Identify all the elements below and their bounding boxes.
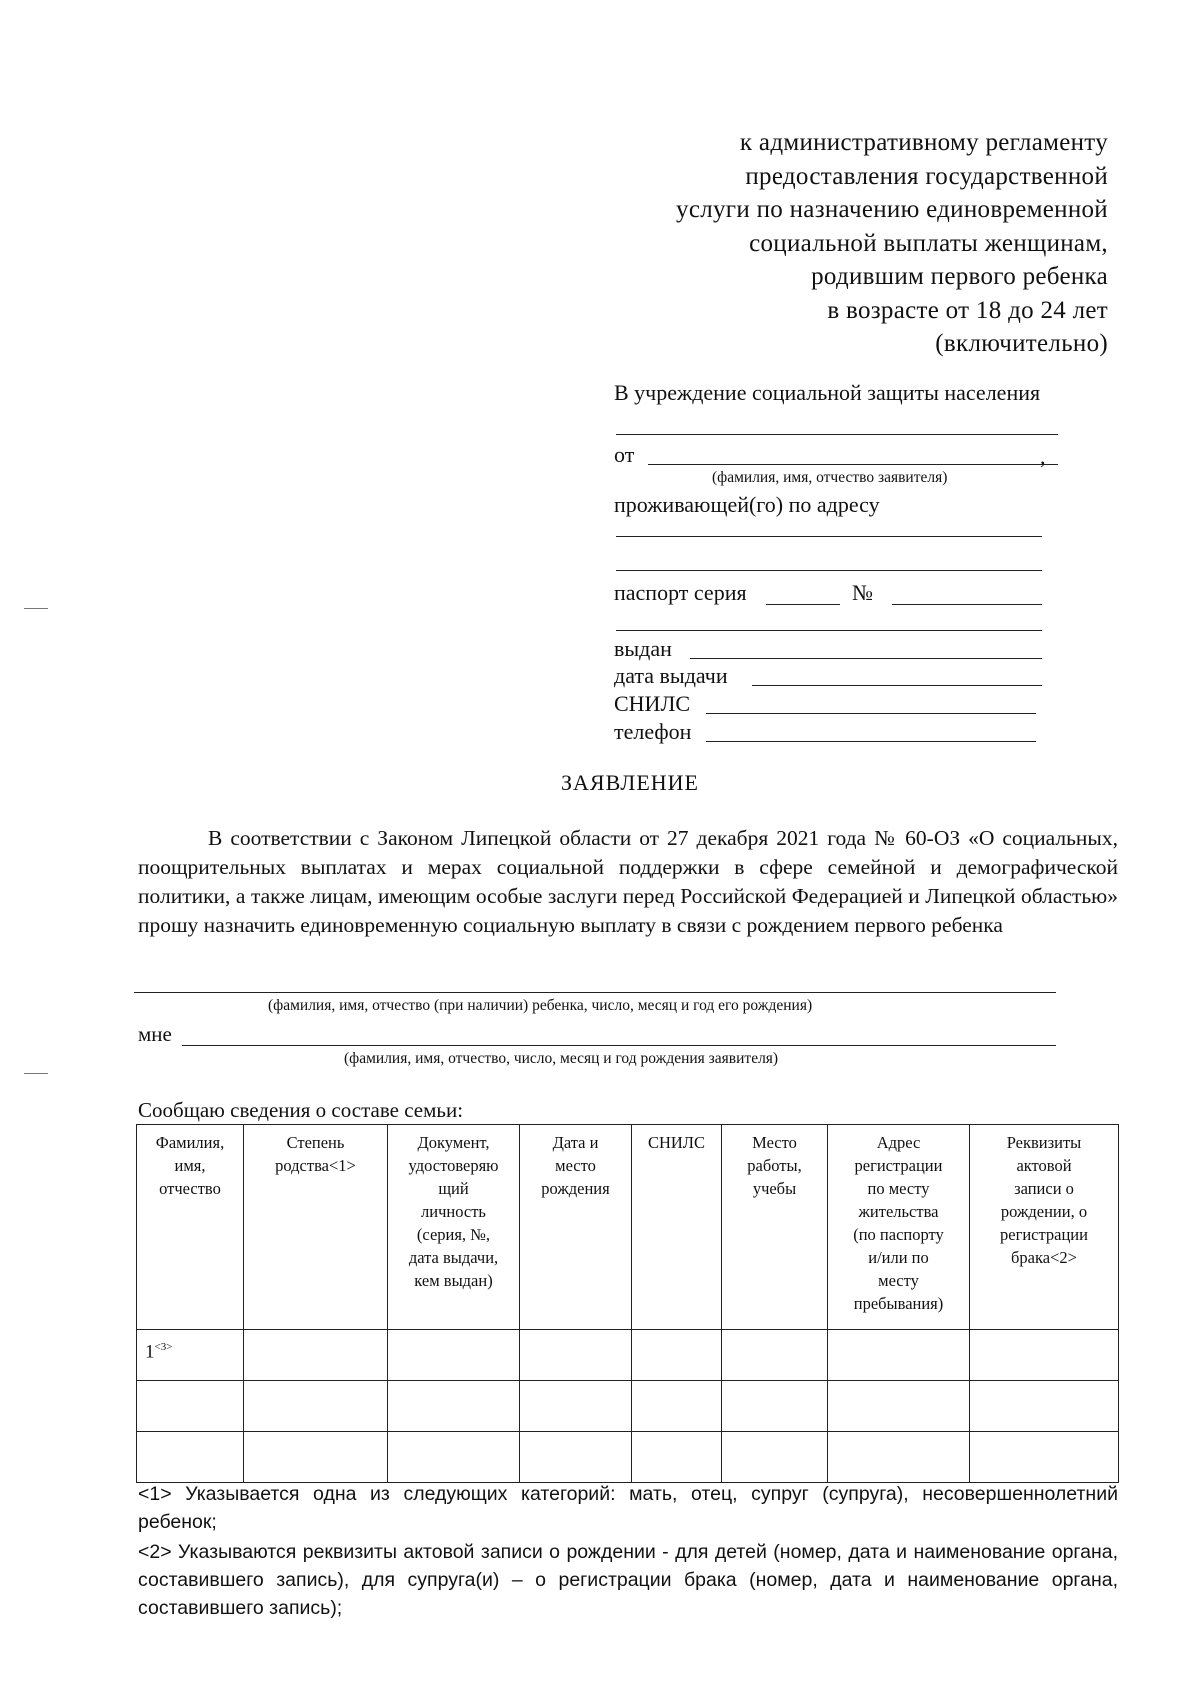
table-cell[interactable] [244,1330,388,1381]
table-cell[interactable] [632,1432,722,1483]
table-cell[interactable] [388,1432,520,1483]
header-line: предоставления государственной [745,162,1108,190]
header-line: социальной выплаты женщинам, [749,229,1108,257]
header-line: родившим первого ребенка [811,263,1108,290]
issue-date-label: дата выдачи [614,663,728,688]
from-label: от [614,442,635,467]
table-cell[interactable] [244,1381,388,1432]
family-intro: Сообщаю сведения о составе семьи: [138,1098,464,1122]
phone-label: телефон [614,719,692,744]
table-cell[interactable] [970,1330,1119,1381]
column-header: Степень родства<1> [244,1125,388,1330]
table-cell[interactable] [722,1432,828,1483]
table-cell[interactable] [722,1381,828,1432]
footnote-1: <1> Указывается одна из следующих категорий: мать, отец, супруг (супруга), несовершеннолетний ребенок; [138,1483,1118,1533]
issued-label: выдан [614,636,672,661]
scan-mark [24,608,48,609]
table-cell[interactable] [828,1330,970,1381]
row-number: 1 [145,1341,155,1363]
column-header: СНИЛС [632,1125,722,1330]
scan-mark [24,1073,48,1074]
applicant-info-field[interactable] [182,1045,1056,1046]
column-header: Адрес регистрации по месту жительства (по паспорту и/или по месту пребывания) [828,1125,970,1330]
issue-date-field[interactable] [752,685,1042,686]
table-cell[interactable] [828,1432,970,1483]
footnotes [138,1480,1118,1624]
passport-series-label: паспорт серия [614,580,747,605]
regulation-header [588,126,1108,361]
table-cell[interactable] [970,1432,1119,1483]
snils-label: СНИЛС [614,691,691,716]
header-line: к административному регламенту [739,129,1108,156]
address-field-line-1[interactable] [616,536,1042,537]
from-field[interactable] [648,464,1058,465]
address-field-line-2[interactable] [616,570,1042,571]
address-label: проживающей(го) по адресу [614,492,880,517]
table-cell[interactable] [520,1330,632,1381]
header-line: в возрасте от 18 до 24 лет [827,296,1108,324]
statement-title: ЗАЯВЛЕНИЕ [561,770,699,795]
from-caption: (фамилия, имя, отчество заявителя) [712,469,948,486]
table-row [137,1432,1119,1483]
header-line: услуги по назначению единовременной [676,196,1108,223]
row-footnote: <3> [154,1341,173,1353]
table-cell[interactable] [722,1330,828,1381]
column-header: Место работы, учебы [722,1125,828,1330]
column-header: Фамилия, имя, отчество [137,1125,244,1330]
issued-field[interactable] [690,658,1042,659]
table-cell[interactable] [137,1330,244,1381]
column-header: Реквизиты актовой записи о рождении, о регистрации брака<2> [970,1125,1119,1330]
passport-extra-field[interactable] [616,630,1042,631]
applicant-info-caption: (фамилия, имя, отчество, число, месяц и год рождения заявителя) [344,1050,779,1067]
table-cell[interactable] [520,1432,632,1483]
table-cell[interactable] [388,1330,520,1381]
header-line: (включительно) [935,330,1108,357]
institution-label: В учреждение социальной защиты населения [614,380,1041,405]
table-cell[interactable] [244,1432,388,1483]
table-cell[interactable] [970,1381,1119,1432]
table-cell[interactable] [520,1381,632,1432]
table-cell[interactable] [137,1381,244,1432]
family-table [136,1124,1119,1483]
table-header-row [137,1125,1119,1330]
statement-text: В соответствии с Законом Липецкой области от 27 декабря 2021 года № 60-ОЗ «О социальных, поощрительных выплатах и мерах социальной поддержки в сфере семейной и демографической политики, а также лицам, имеющим особые заслуги перед Российской Федерацией и Липецкой областью» прошу назначить единовременную социальную выплату в связи с рождением первого ребенка [138,826,1118,937]
passport-series-field[interactable] [766,604,840,605]
table-cell[interactable] [632,1330,722,1381]
phone-field[interactable] [706,741,1036,742]
table-cell[interactable] [388,1381,520,1432]
passport-number-field[interactable] [892,604,1042,605]
child-info-caption: (фамилия, имя, отчество (при наличии) ребенка, число, месяц и год его рождения) [268,997,813,1014]
table-cell[interactable] [632,1381,722,1432]
statement-paragraph [138,824,1118,940]
institution-field[interactable] [616,434,1058,435]
snils-field[interactable] [706,713,1036,714]
passport-number-label: № [852,580,873,605]
column-header: Дата и место рождения [520,1125,632,1330]
table-row [137,1330,1119,1381]
column-header: Документ, удостоверяю щий личность (серия, №, дата выдачи, кем выдан) [388,1125,520,1330]
from-comma: , [1040,444,1046,469]
child-info-field[interactable] [134,992,1056,993]
footnote-2: <2> Указываются реквизиты актовой записи о рождении - для детей (номер, дата и наименование органа, составившего запись), для супруга(и) – о регистрации брака (номер, дата и наименование органа, составившего запись); [138,1541,1118,1619]
me-label: мне [138,1022,172,1046]
table-cell[interactable] [137,1432,244,1483]
table-row [137,1381,1119,1432]
table-cell[interactable] [828,1381,970,1432]
